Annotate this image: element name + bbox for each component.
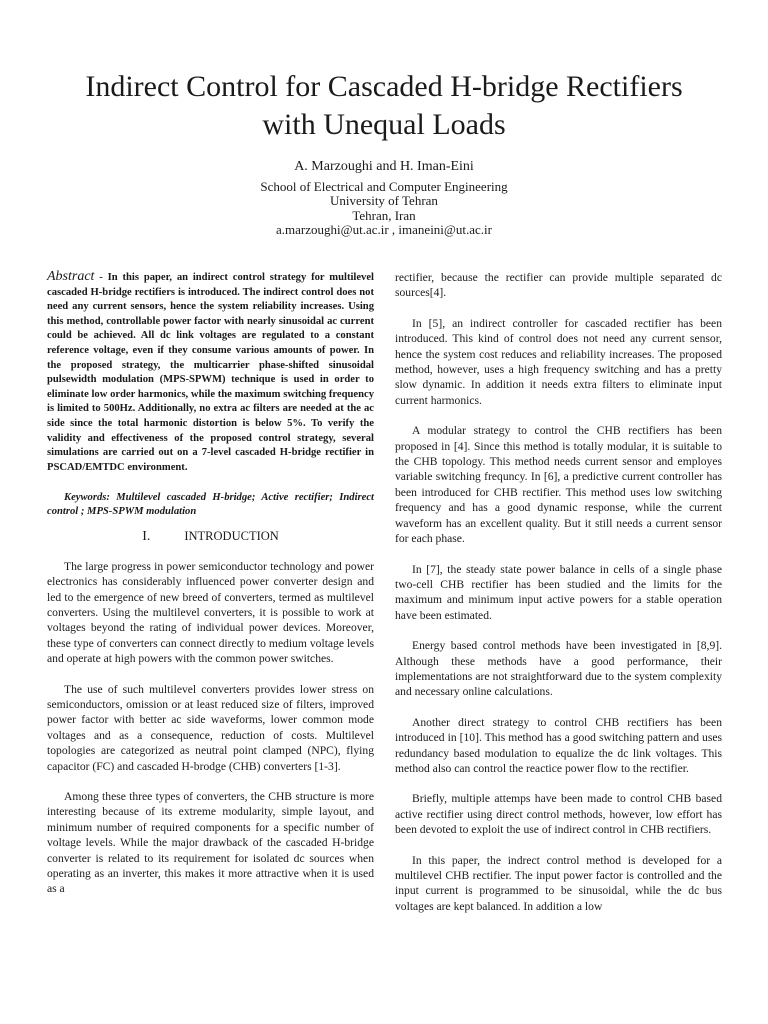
keywords: Keywords: Multilevel cascaded H-bridge; Active rectifier; Indirect control ; MPS-SPWM modulation (47, 492, 374, 518)
paragraph: The large progress in power semiconductor technology and power electronics has considerably influenced power converter design and led to the emergence of new breed of converters, termed as multilevel converters. Using the multilevel converters, it is possible to work at voltages beyond the rating of individual power devices. Moreover, these type of converters can connect directly to medium voltage levels and operate at high powers with the common power switches. (47, 559, 374, 666)
abstract-text: - In this paper, an indirect control strategy for multilevel cascaded H-bridge rectifiers is introduced. The indirect control does not need any current sensors, hence the system reliability increases. Using this method, controllable power factor with nearly sinusoidal ac current could be achieved. All dc link voltages are regulated to a constant reference voltage, even if they consume various amounts of power. In the proposed strategy, the multicarrier phase-shifted sinusoidal pulsewidth modulation (MPS-SPWM) technique is used in order to eliminate low order harmonics, while the maximum switching frequency is limited to 500Hz. Additionally, no extra ac filters are needed at the ac side since the total harmonic distortion is below 5%. To verify the validity and effectiveness of the proposed control strategy, several simulations are carried out on a 7-level cascaded H-bridge rectifier in PSCAD/EMTDC environment. (47, 272, 374, 473)
paragraph: The use of such multilevel converters provides lower stress on semiconductors, omission or at least reduced size of filters, improved power factor with better ac side waveforms, lower common mode voltages and as a consequence, reduction of costs. Multilevel topologies are categorized as neutral point clamped (NPC), flying capacitor (FC) and cascaded H-brodge (CHB) converters [1-3]. (47, 682, 374, 773)
paragraph: Another direct strategy to control CHB rectifiers has been introduced in [10]. This method has a good switching pattern and uses redundancy based modulation to equalize the dc link voltages. This method also can control the reactice power flow to the rectifier. (395, 715, 722, 775)
title-line-1: Indirect Control for Cascaded H-bridge Rectifiers (85, 70, 683, 103)
affiliation: School of Electrical and Computer Engineering (260, 178, 508, 194)
paragraph: In [5], an indirect controller for cascaded rectifier has been introduced. This kind of control does not need any current sensor, hence the system cost reduces and reliability increases. The proposed method, however, uses a high frequency switching and has a pretty slow dynamic. In addition it needs extra filters to eliminate input current harmonics. (395, 316, 722, 407)
paper-title (0, 68, 768, 144)
author-emails: a.marzoughi@ut.ac.ir , imaneini@ut.ac.ir (276, 222, 492, 237)
university: University of Tehran (330, 193, 438, 208)
paragraph: In [7], the steady state power balance in cells of a single phase two-cell CHB rectifier has been studied and the limits for the maximum and minimum input active powers for a stable operation have been estimated. (395, 562, 722, 622)
section-title: INTRODUCTION (184, 529, 279, 544)
abstract (47, 270, 374, 475)
paragraph: In this paper, the indrect control method is developed for a multilevel CHB rectifier. The input power factor is controlled and the input current is programmed to be sinusoidal, while the dc bus voltages are kept balanced. In addition a low (395, 853, 722, 913)
left-column (47, 270, 374, 912)
title-line-2: with Unequal Loads (262, 108, 506, 141)
right-column (395, 270, 722, 929)
abstract-label: Abstract (47, 269, 95, 284)
paragraph: Energy based control methods have been investigated in [8,9]. Although these methods have a good performance, their implementations are not straightforward due to the system complexity and necessary online calculations. (395, 639, 722, 699)
location: Tehran, Iran (352, 207, 416, 223)
paragraph: Briefly, multiple attemps have been made to control CHB based active rectifier using direct control methods, however, low effort has been devoted to exploit the use of indirect control in CHB rectifiers. (395, 792, 722, 837)
section-heading (47, 529, 374, 544)
paragraph: A modular strategy to control the CHB rectifiers has been proposed in [4]. Since this method is totally modular, it is suitable to the CHB topology. This method needs current sensor and employes variable switching frequncy. In [6], a predictive current controller has been introduced for CHB rectifier. This method uses low switching frequency and has a good dynamic response, while the current waveform has an excellent quality. But it still needs a current sensor for each phase. (395, 424, 722, 546)
paragraph: rectifier, because the rectifier can provide multiple separated dc sources[4]. (395, 271, 722, 300)
author-names: A. Marzoughi and H. Iman-Eini (294, 159, 474, 174)
paragraph: Among these three types of converters, the CHB structure is more interesting because of its extreme modularity, simple layout, and minimum number of required components for a specific number of voltage levels. While the major drawback of the cascaded H-bridge converter is related to its requirement for isolated dc sources when operating as an inverter, this makes it more attractive when it is used as a (47, 790, 374, 896)
author-block (0, 160, 768, 238)
section-number: I. (142, 529, 151, 545)
